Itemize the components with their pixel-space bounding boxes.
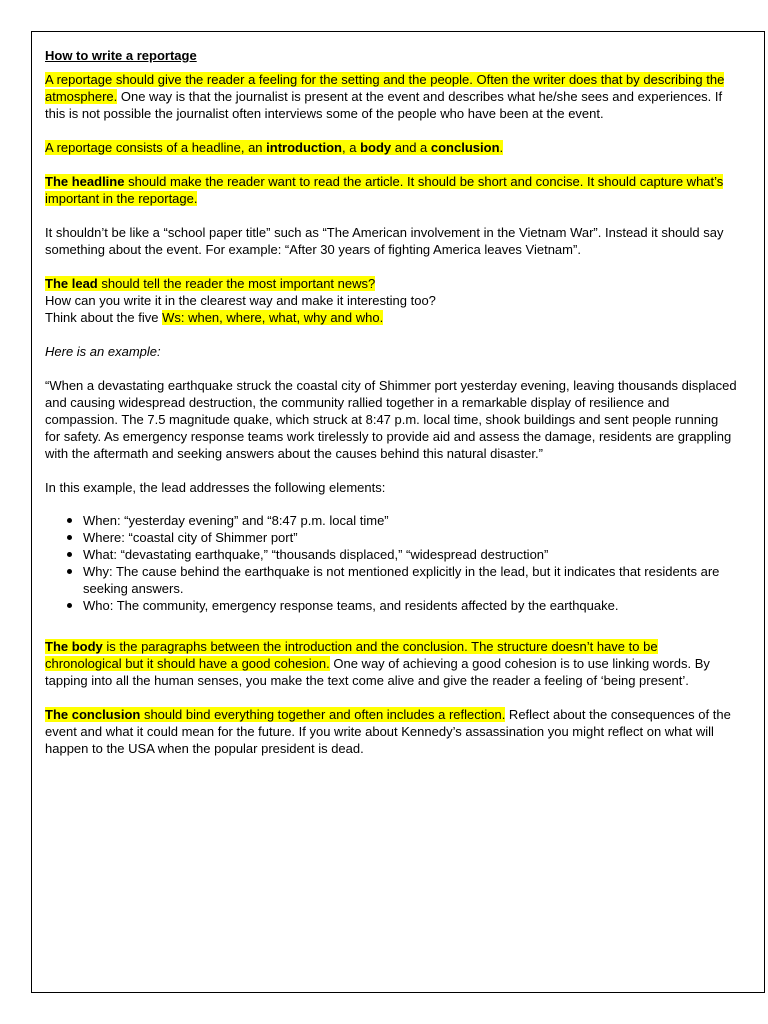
highlighted-text: A reportage should give the reader a feeling for the setting and the people. Often the writer does that by describing the atmosphere. xyxy=(45,72,725,104)
headline-paragraph xyxy=(45,173,737,207)
document-page xyxy=(31,31,765,993)
list-item: Where: “coastal city of Shimmer port” xyxy=(83,529,737,546)
bold-term-body: body xyxy=(360,140,392,155)
text-run: . xyxy=(499,140,504,155)
text-run: , a xyxy=(341,140,361,155)
intro-paragraph xyxy=(45,71,737,122)
text-run: How can you write it in the clearest way and make it interesting too? xyxy=(45,293,436,308)
bold-term-headline: The headline xyxy=(45,174,125,189)
bold-term-conclusion: The conclusion xyxy=(45,707,141,722)
body-paragraph xyxy=(45,638,737,689)
highlighted-text xyxy=(45,140,503,155)
list-item: When: “yesterday evening” and “8:47 p.m. local time” xyxy=(83,512,737,529)
text-run: should make the reader want to read the article. It should be short and concise. It should capture what’s important in the reportage. xyxy=(45,174,724,206)
bold-term-introduction: introduction xyxy=(266,140,342,155)
elements-intro: In this example, the lead addresses the following elements: xyxy=(45,480,386,495)
document-content xyxy=(45,47,737,774)
structure-paragraph xyxy=(45,139,737,156)
spacer xyxy=(45,614,737,638)
elements-list xyxy=(45,512,737,614)
document-title: How to write a reportage xyxy=(45,48,197,63)
text-run: should tell the reader the most important news? xyxy=(97,276,376,291)
conclusion-paragraph xyxy=(45,706,737,757)
lead-paragraph xyxy=(45,275,737,326)
highlighted-text xyxy=(45,174,723,206)
paragraph-text: Reflect about the consequences of the event and what it could mean for the future. If you write about Kennedy’s assassination you might reflect on what will happen to the USA when the popular president is dead. xyxy=(45,707,731,756)
bold-term-lead: The lead xyxy=(45,276,98,291)
paragraph-text: One way is that the journalist is present at the event and describes what he/she sees and experiences. If this is not possible the journalist often interviews some of the people who have been at the event. xyxy=(45,89,723,121)
list-item: What: “devastating earthquake,” “thousands displaced,” “widespread destruction” xyxy=(83,546,737,563)
list-item: Why: The cause behind the earthquake is not mentioned explicitly in the lead, but it indicates that residents are seeking answers. xyxy=(83,563,737,597)
text-run: should bind everything together and often includes a reflection. xyxy=(140,707,506,722)
bold-term-conclusion: conclusion xyxy=(430,140,500,155)
example-quote: “When a devastating earthquake struck the coastal city of Shimmer port yesterday evening, leaving thousands displaced and causing widespread destruction, the community rallied together in a remarkable display of resilience and compassion. The 7.5 magnitude quake, which struck at 8:47 p.m. local time, shook buildings and sent people running for safety. As emergency response teams work tirelessly to provide aid and assess the damage, residents are grappling with the aftermath and seeking answers about the causes behind this natural disaster.” xyxy=(45,378,737,461)
paragraph-text: One way of achieving a good cohesion is to use linking words. By tapping into all the human senses, you make the text come alive and give the reader a feeling of ‘being present’. xyxy=(45,656,710,688)
text-run: A reportage consists of a headline, an xyxy=(45,140,267,155)
text-run: Think about the five xyxy=(45,310,163,325)
highlighted-text xyxy=(45,276,375,291)
bold-term-body: The body xyxy=(45,639,103,654)
highlighted-text xyxy=(45,707,505,722)
highlighted-text: Ws: when, where, what, why and who. xyxy=(162,310,384,325)
example-intro: Here is an example: xyxy=(45,344,161,359)
list-item: Who: The community, emergency response teams, and residents affected by the earthquake. xyxy=(83,597,737,614)
headline-example-paragraph: It shouldn’t be like a “school paper title” such as “The American involvement in the Vietnam War”. Instead it should say something about the event. For example: “After 30 years of fighting America leaves Vietnam”. xyxy=(45,225,724,257)
text-run: and a xyxy=(391,140,431,155)
text-run: is the paragraphs between the introduction and the conclusion. The structure doesn’t have to be chronological but it should have a good cohesion. xyxy=(45,639,658,671)
